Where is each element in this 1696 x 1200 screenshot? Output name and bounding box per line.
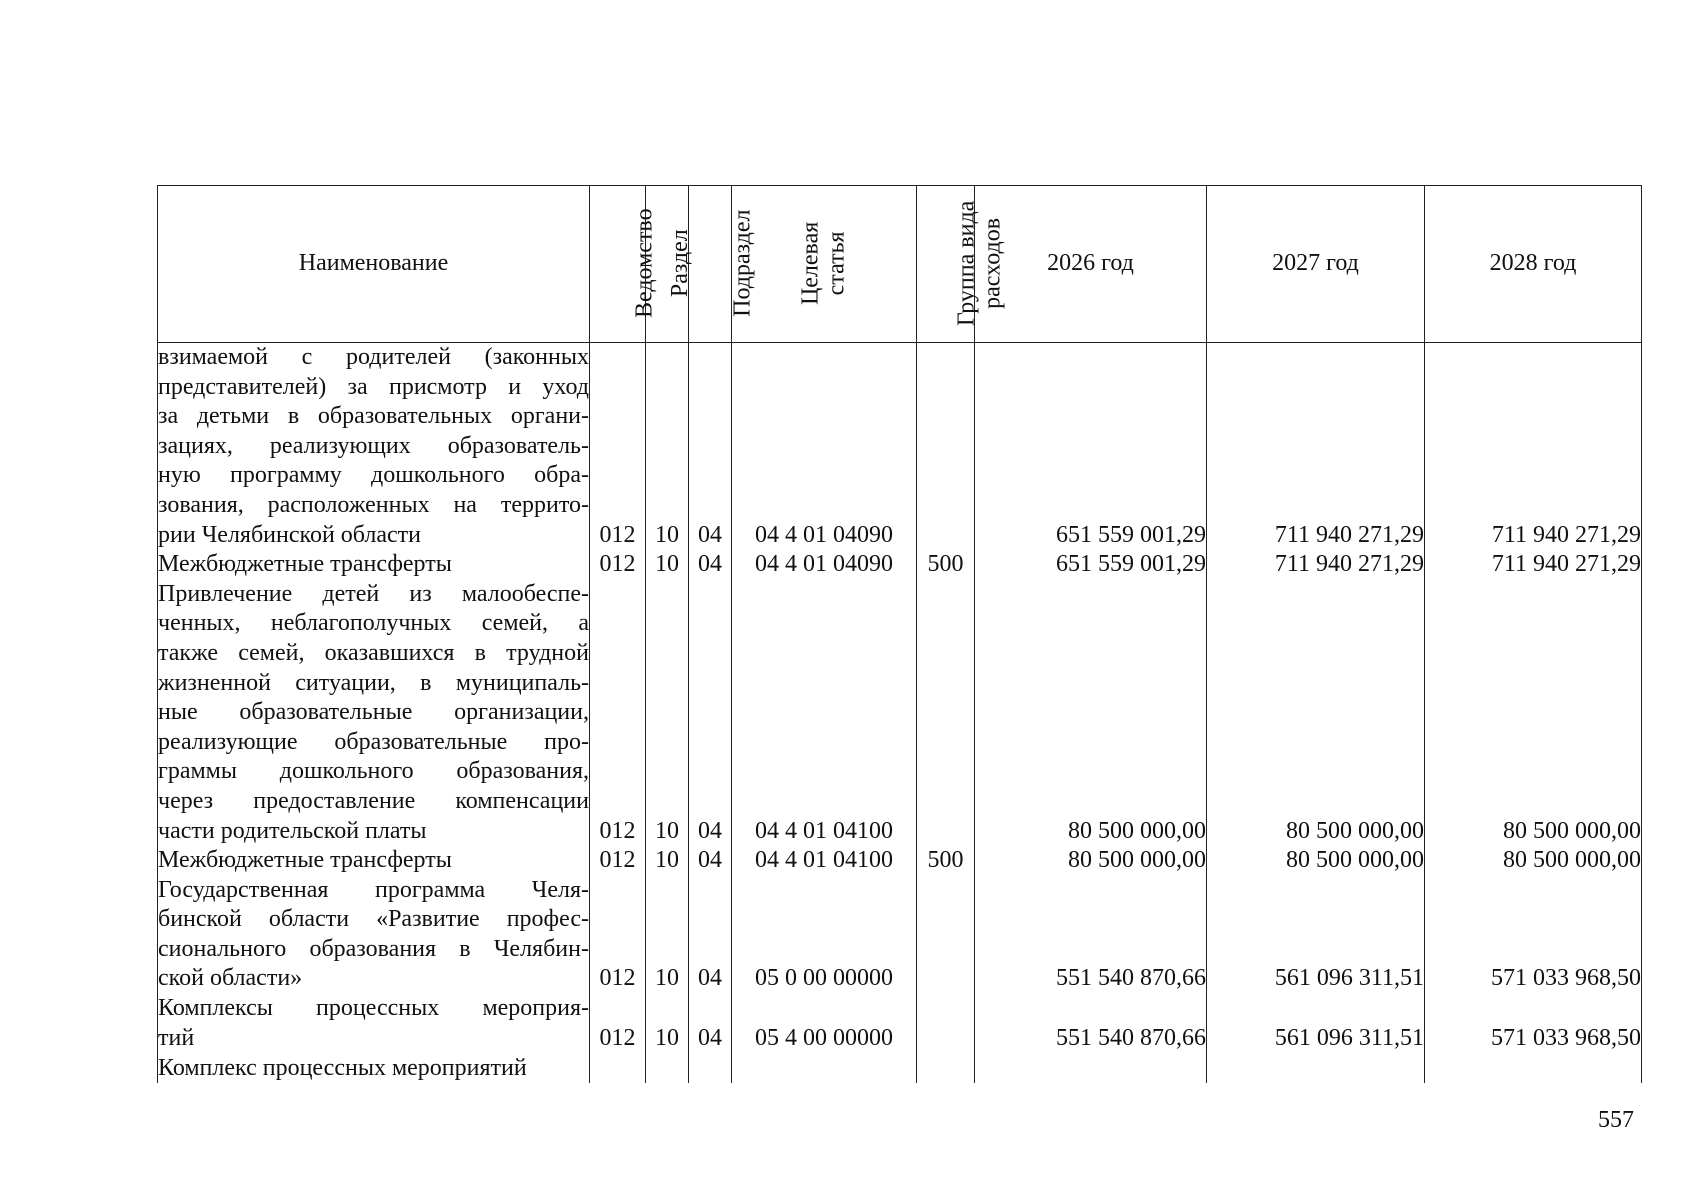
name-line: реализующие образовательные про-	[158, 728, 589, 755]
name-line: также семей, оказавшихся в трудной	[158, 639, 589, 666]
podrazdel-cell: 04	[689, 343, 732, 551]
name-line: сионального образования в Челябин-	[158, 935, 589, 962]
name-line: за детьми в образовательных органи-	[158, 403, 589, 430]
podrazdel-cell: 04	[689, 876, 732, 994]
podrazdel-cell: 04	[689, 846, 732, 876]
amount-2028-cell: 80 500 000,00	[1425, 846, 1642, 876]
gruppa-cell: 500	[917, 550, 975, 580]
amount-2028-cell: 571 033 968,50	[1425, 994, 1642, 1053]
header-name: Наименование	[158, 186, 590, 343]
razdel-cell: 10	[646, 876, 689, 994]
name-line: ченных, неблагополучных семей, а	[158, 610, 589, 637]
gruppa-cell	[917, 876, 975, 994]
name-line: ную программу дошкольного обра-	[158, 462, 589, 489]
name-line: Комплексы процессных мероприя-	[158, 995, 589, 1022]
header-2026: 2026 год	[975, 186, 1207, 343]
header-podrazdel: Подраздел	[689, 186, 732, 343]
vedomstvo-cell: 012	[590, 876, 646, 994]
tselevaya-cell: 05 4 00 00000	[732, 994, 917, 1053]
podrazdel-cell: 04	[689, 580, 732, 846]
amount-2028-cell: 571 033 968,50	[1425, 876, 1642, 994]
amount-2027-cell	[1207, 1053, 1425, 1083]
name-line: бинской области «Развитие профес-	[158, 906, 589, 933]
vedomstvo-cell: 012	[590, 846, 646, 876]
header-razdel: Раздел	[646, 186, 689, 343]
name-line: части родительской платы	[158, 817, 427, 844]
tselevaya-cell: 04 4 01 04100	[732, 580, 917, 846]
budget-table	[157, 185, 1642, 1083]
razdel-cell: 10	[646, 343, 689, 551]
name-line: Комплекс процессных мероприятий	[158, 1054, 527, 1081]
gruppa-cell	[917, 580, 975, 846]
amount-2026-cell	[975, 1053, 1207, 1083]
podrazdel-cell: 04	[689, 994, 732, 1053]
vedomstvo-cell: 012	[590, 343, 646, 551]
header-row	[158, 186, 1642, 343]
amount-2028-cell: 711 940 271,29	[1425, 550, 1642, 580]
name-line: граммы дошкольного образования,	[158, 758, 589, 785]
name-line: Межбюджетные трансферты	[158, 847, 452, 874]
gruppa-cell	[917, 994, 975, 1053]
name-cell	[158, 580, 590, 846]
table-row	[158, 1053, 1642, 1083]
amount-2027-cell: 80 500 000,00	[1207, 580, 1425, 846]
table-row	[158, 994, 1642, 1053]
table-row	[158, 343, 1642, 551]
gruppa-cell	[917, 343, 975, 551]
header-gruppa: Группа вида расходов	[917, 186, 975, 343]
gruppa-cell: 500	[917, 846, 975, 876]
razdel-cell: 10	[646, 550, 689, 580]
name-line: Государственная программа Челя-	[158, 876, 589, 903]
name-line: рии Челябинской области	[158, 521, 422, 548]
amount-2026-cell: 651 559 001,29	[975, 550, 1207, 580]
tselevaya-cell	[732, 1053, 917, 1083]
podrazdel-cell	[689, 1053, 732, 1083]
header-2027: 2027 год	[1207, 186, 1425, 343]
name-cell	[158, 550, 590, 580]
name-cell	[158, 846, 590, 876]
name-line: тий	[158, 1024, 195, 1051]
vedomstvo-cell: 012	[590, 550, 646, 580]
tselevaya-cell: 04 4 01 04090	[732, 550, 917, 580]
tselevaya-cell: 04 4 01 04100	[732, 846, 917, 876]
razdel-cell: 10	[646, 580, 689, 846]
name-line: Привлечение детей из малообеспе-	[158, 580, 589, 607]
name-line: ской области»	[158, 965, 303, 992]
page-number: 557	[1598, 1107, 1634, 1133]
amount-2027-cell: 80 500 000,00	[1207, 846, 1425, 876]
amount-2026-cell: 551 540 870,66	[975, 994, 1207, 1053]
gruppa-cell	[917, 1053, 975, 1083]
name-line: взимаемой с родителей (законных	[158, 344, 589, 370]
table-row	[158, 580, 1642, 846]
name-line: ные образовательные организации,	[158, 699, 589, 726]
vedomstvo-cell: 012	[590, 994, 646, 1053]
amount-2026-cell: 80 500 000,00	[975, 580, 1207, 846]
amount-2028-cell: 711 940 271,29	[1425, 343, 1642, 551]
amount-2027-cell: 711 940 271,29	[1207, 343, 1425, 551]
amount-2027-cell: 561 096 311,51	[1207, 876, 1425, 994]
razdel-cell	[646, 1053, 689, 1083]
table-row	[158, 550, 1642, 580]
header-vedomstvo: Ведомство	[590, 186, 646, 343]
name-line: зования, расположенных на террито-	[158, 491, 589, 518]
tselevaya-cell: 05 0 00 00000	[732, 876, 917, 994]
tselevaya-cell: 04 4 01 04090	[732, 343, 917, 551]
table-row	[158, 846, 1642, 876]
header-tselevaya: Целевая статья	[732, 186, 917, 343]
name-line: жизненной ситуации, в муниципаль-	[158, 669, 589, 696]
vedomstvo-cell	[590, 1053, 646, 1083]
name-line: зациях, реализующих образователь-	[158, 432, 589, 459]
name-line: Межбюджетные трансферты	[158, 551, 452, 578]
amount-2027-cell: 711 940 271,29	[1207, 550, 1425, 580]
amount-2026-cell: 551 540 870,66	[975, 876, 1207, 994]
table-row	[158, 876, 1642, 994]
name-line: через предоставление компенсации	[158, 787, 589, 814]
name-cell	[158, 994, 590, 1053]
name-line: представителей) за присмотр и уход	[158, 373, 589, 400]
amount-2026-cell: 651 559 001,29	[975, 343, 1207, 551]
podrazdel-cell: 04	[689, 550, 732, 580]
amount-2026-cell: 80 500 000,00	[975, 846, 1207, 876]
header-2028: 2028 год	[1425, 186, 1642, 343]
name-cell	[158, 876, 590, 994]
razdel-cell: 10	[646, 994, 689, 1053]
amount-2028-cell	[1425, 1053, 1642, 1083]
vedomstvo-cell: 012	[590, 580, 646, 846]
table-body	[158, 343, 1642, 1084]
name-cell	[158, 343, 590, 551]
razdel-cell: 10	[646, 846, 689, 876]
amount-2028-cell: 80 500 000,00	[1425, 580, 1642, 846]
amount-2027-cell: 561 096 311,51	[1207, 994, 1425, 1053]
name-cell	[158, 1053, 590, 1083]
